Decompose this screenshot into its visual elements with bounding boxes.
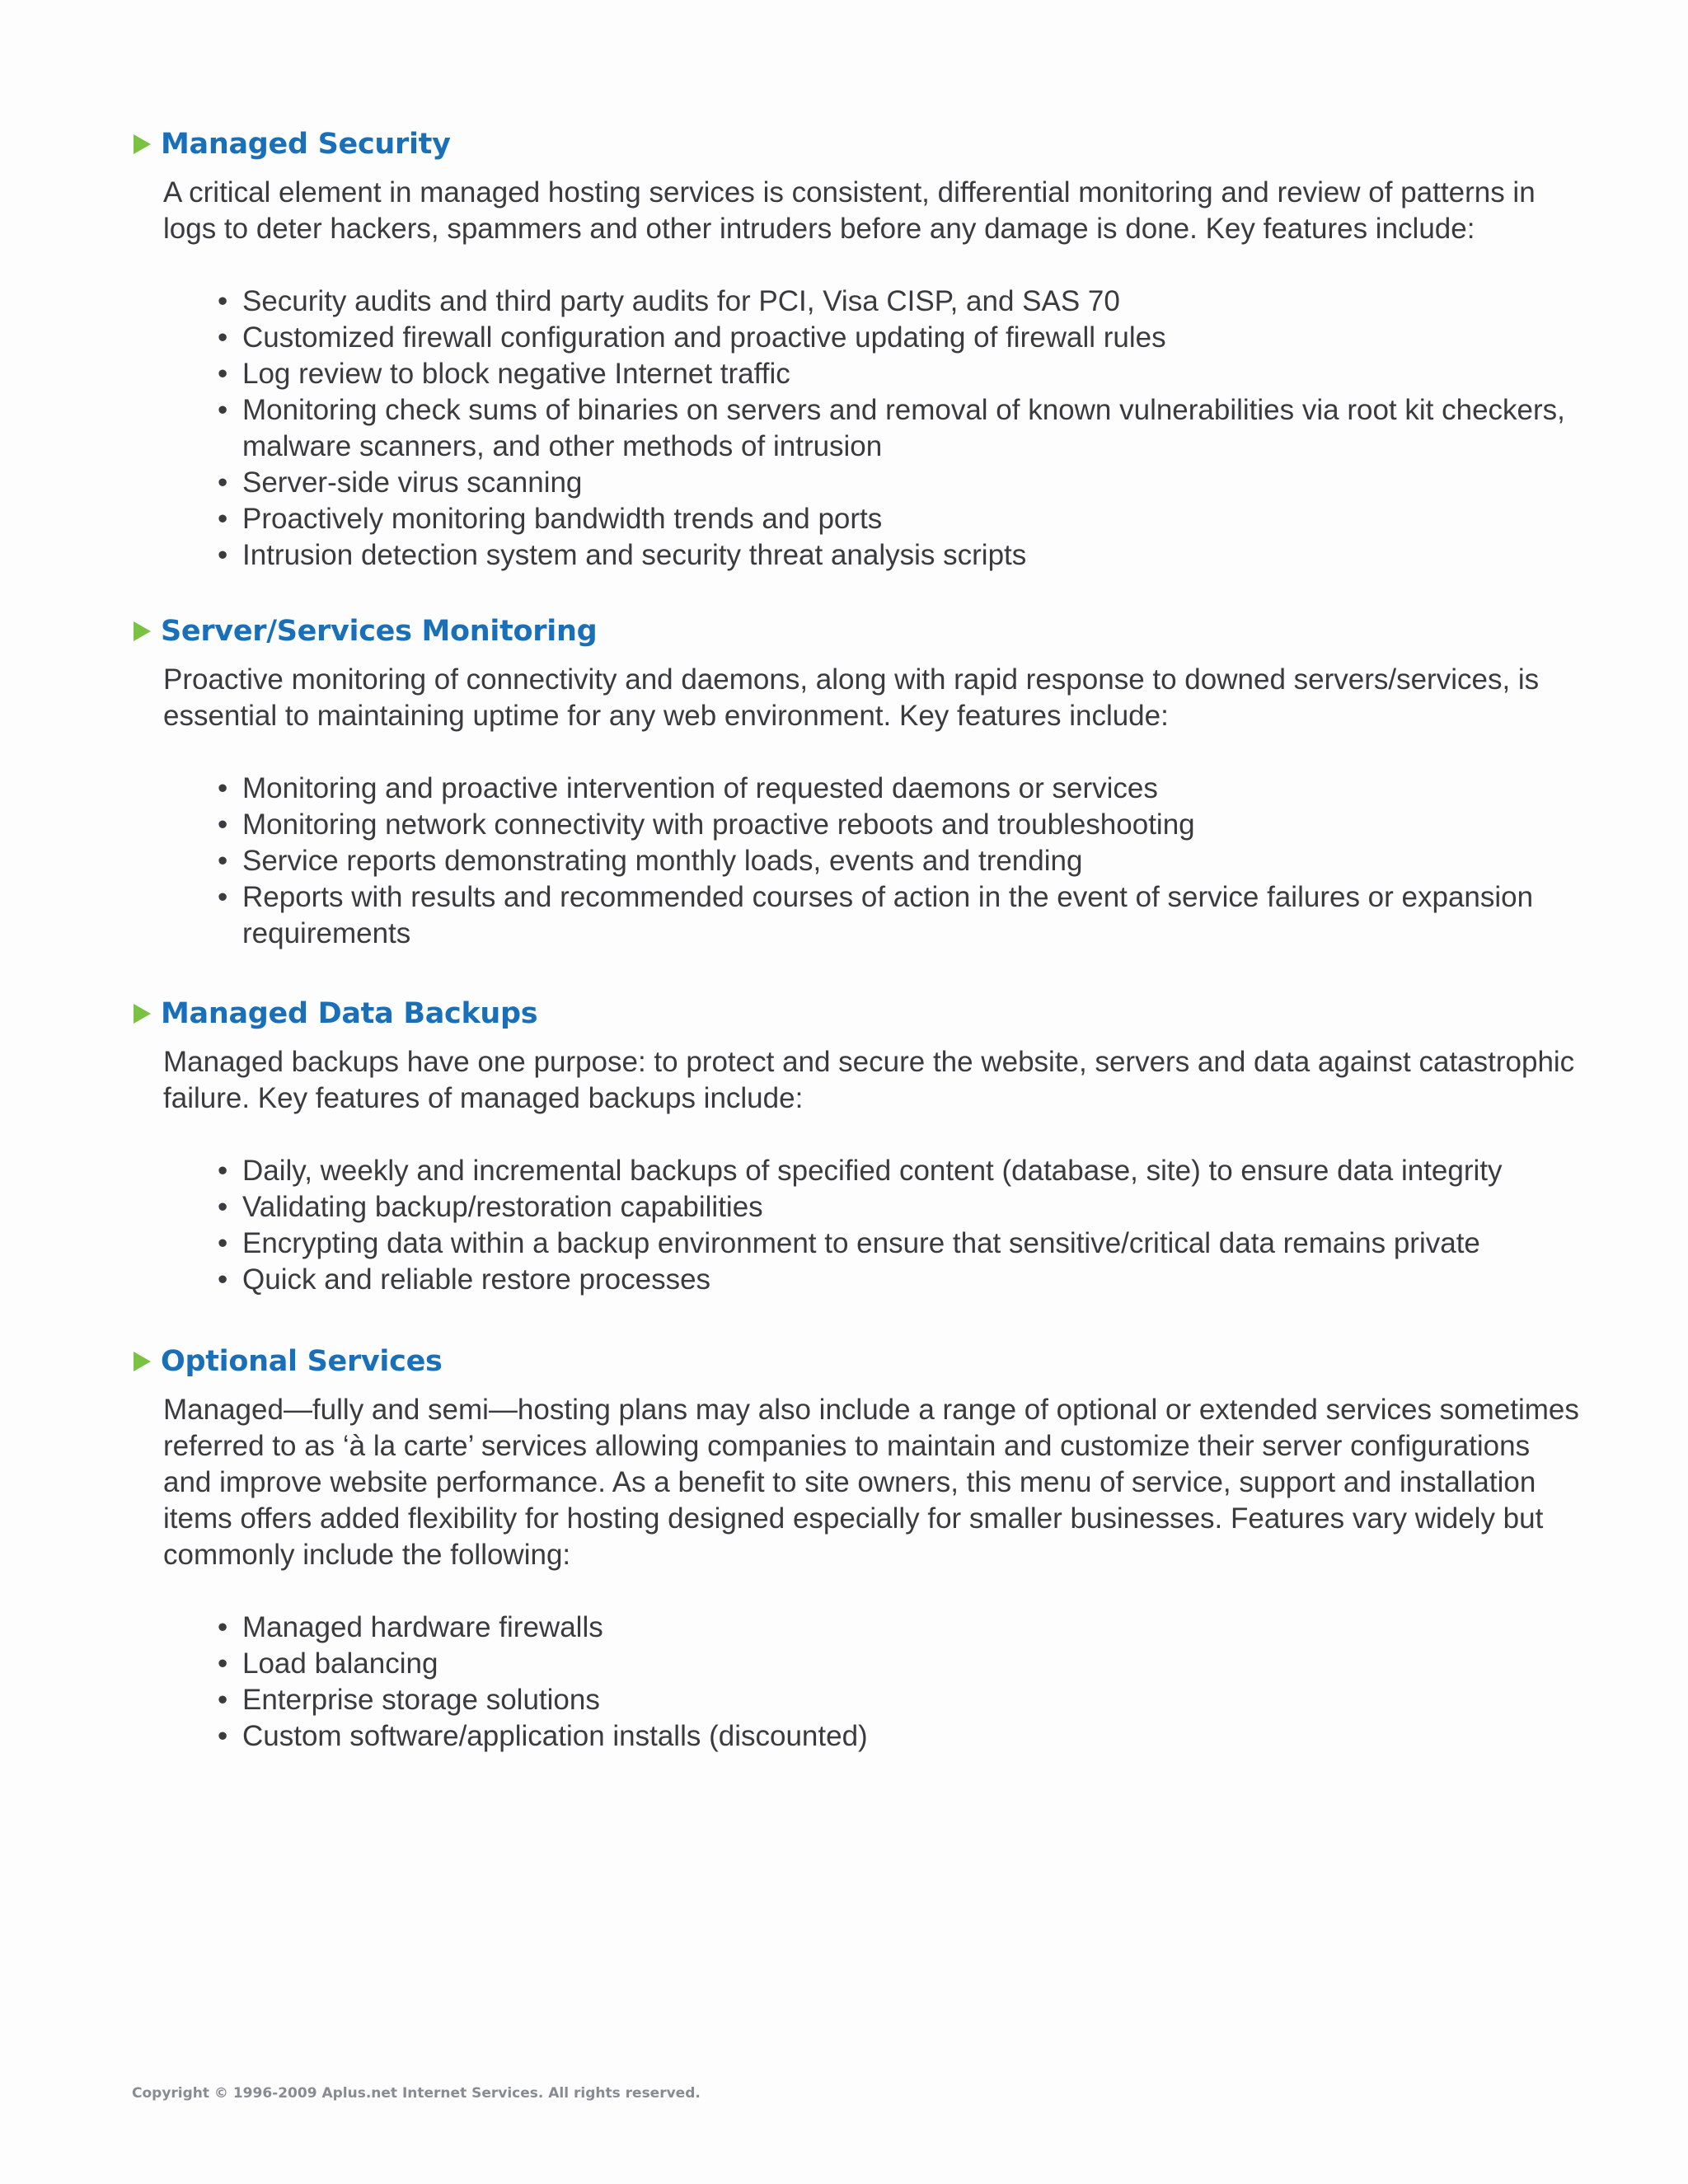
section-heading — [132, 124, 1566, 165]
list-item: • Monitoring network connectivity with proactive reboots and troubleshooting — [218, 807, 1586, 843]
list-item: • Proactively monitoring bandwidth trends and ports — [218, 501, 1586, 537]
list-item: • Custom software/application installs (discounted) — [218, 1718, 1586, 1755]
list-item: • Monitoring and proactive intervention of requested daemons or services — [218, 771, 1586, 807]
section-intro — [163, 1044, 1581, 1117]
list-item: • Server-side virus scanning — [218, 465, 1586, 501]
feature-list — [218, 1153, 1586, 1298]
triangle-arrow-icon — [134, 134, 151, 154]
list-item: • Monitoring check sums of binaries on servers and removal of known vulnerabilities via root kit checkers, malware scanners, and other methods of intrusion — [218, 392, 1586, 465]
section-optional-services — [132, 1341, 1579, 1755]
list-item: • Daily, weekly and incremental backups of specified content (database, site) to ensure data integrity — [218, 1153, 1586, 1189]
list-item: • Customized firewall configuration and proactive updating of firewall rules — [218, 320, 1586, 356]
list-item: • Service reports demonstrating monthly loads, events and trending — [218, 843, 1586, 879]
triangle-arrow-icon — [134, 1352, 151, 1371]
section-intro — [163, 175, 1581, 247]
section-managed-data-backups — [132, 993, 1575, 1298]
list-item: • Log review to block negative Internet traffic — [218, 356, 1586, 392]
feature-list — [218, 771, 1586, 952]
feature-list — [218, 1610, 1586, 1755]
section-server-services-monitoring — [132, 611, 1566, 952]
section-title: Managed Data Backups — [161, 997, 538, 1030]
list-item: • Load balancing — [218, 1646, 1586, 1682]
triangle-arrow-icon — [134, 1004, 151, 1024]
intro-paragraph: A critical element in managed hosting services is consistent, differential monitoring and review of patterns in logs to deter hackers, spammers and other intruders before any damage is done. Key features include: — [163, 176, 1536, 245]
section-heading — [132, 611, 1566, 652]
list-item: • Intrusion detection system and security threat analysis scripts — [218, 537, 1586, 574]
list-item: • Managed hardware firewalls — [218, 1610, 1586, 1646]
list-item: • Security audits and third party audits for PCI, Visa CISP, and SAS 70 — [218, 284, 1586, 320]
intro-paragraph: Proactive monitoring of connectivity and daemons, along with rapid response to downed servers/services, is essential to maintaining uptime for any web environment. Key features include: — [163, 663, 1540, 732]
section-managed-security — [132, 124, 1566, 574]
section-intro — [163, 1392, 1581, 1573]
copyright-footer: Copyright © 1996-2009 Aplus.net Internet Services. All rights reserved. — [132, 2085, 701, 2102]
section-title: Optional Services — [161, 1345, 443, 1378]
list-item: • Enterprise storage solutions — [218, 1682, 1586, 1718]
intro-paragraph: Managed—fully and semi—hosting plans may also include a range of optional or extended services sometimes referred to as ‘à la carte’ services allowing companies to maintain and customize their server configurations and improve website performance. As a benefit to site owners, this menu of service, support and installation items offers added flexibility for hosting designed especially for smaller businesses. Features vary widely but commonly include the following: — [163, 1394, 1579, 1571]
section-heading — [132, 1341, 1566, 1382]
section-intro — [163, 662, 1581, 734]
section-heading — [132, 993, 1566, 1034]
feature-list — [218, 284, 1586, 574]
intro-paragraph: Managed backups have one purpose: to protect and secure the website, servers and data against catastrophic failure. Key features of managed backups include: — [163, 1046, 1575, 1114]
list-item: • Encrypting data within a backup environment to ensure that sensitive/critical data remains private — [218, 1226, 1586, 1262]
list-item: • Validating backup/restoration capabilities — [218, 1189, 1586, 1226]
list-item: • Reports with results and recommended courses of action in the event of service failures or expansion requirements — [218, 879, 1586, 952]
list-item: • Quick and reliable restore processes — [218, 1262, 1586, 1298]
section-title: Server/Services Monitoring — [161, 615, 598, 648]
triangle-arrow-icon — [134, 621, 151, 641]
section-title: Managed Security — [161, 128, 451, 161]
